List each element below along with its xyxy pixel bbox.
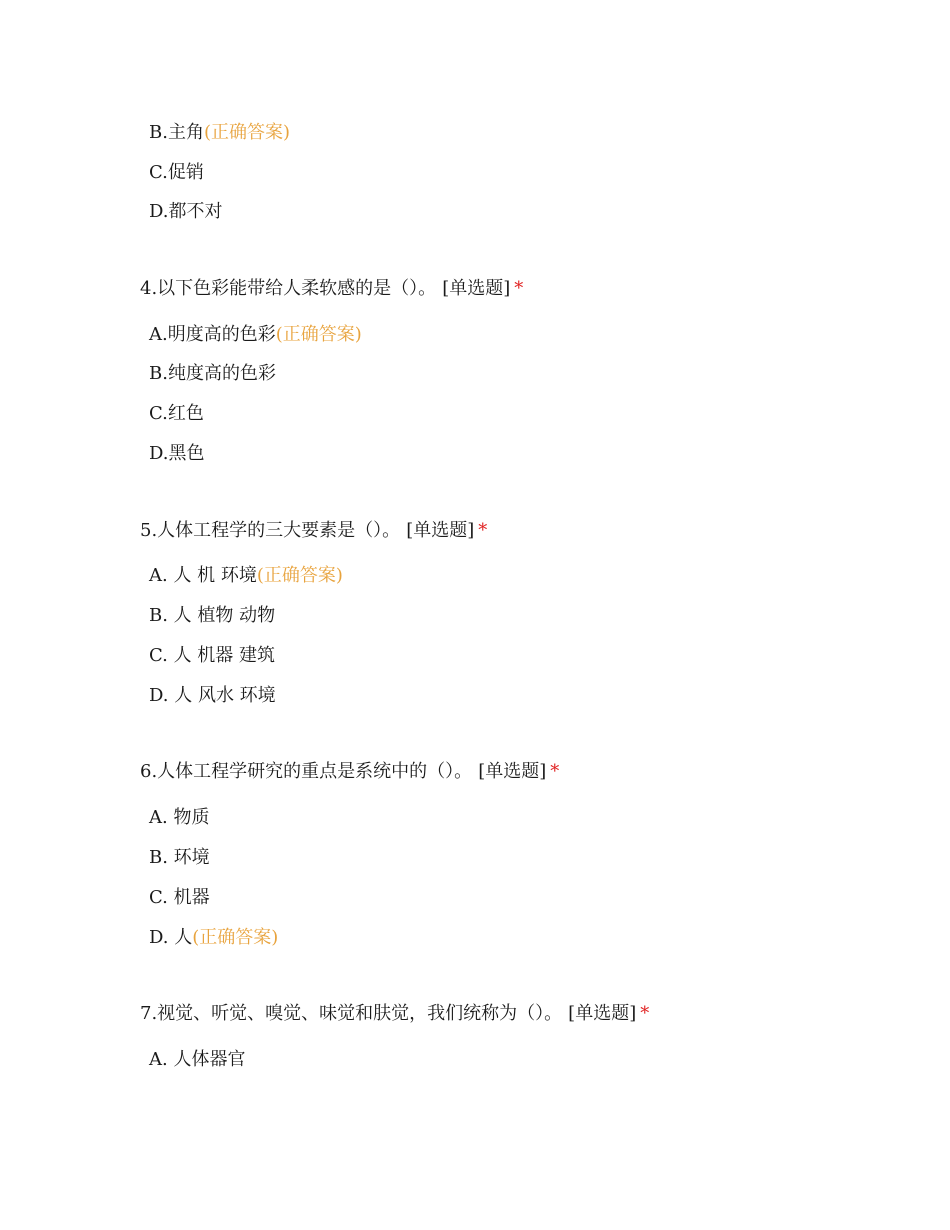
correct-answer-tag: (正确答案)	[192, 927, 279, 948]
question-text: 4.以下色彩能带给人柔软感的是（）。	[140, 278, 437, 299]
option-text: A. 物质	[149, 807, 210, 828]
option-text: C.促销	[149, 162, 204, 183]
required-mark: *	[550, 761, 560, 782]
q6-option-c	[149, 886, 210, 910]
q4-option-d	[149, 442, 205, 466]
q7-option-a	[149, 1048, 245, 1072]
q5-option-b	[149, 604, 275, 628]
q6-option-b	[149, 846, 210, 870]
q4-option-b	[149, 362, 276, 386]
correct-answer-tag: (正确答案)	[203, 122, 290, 143]
option-text: C. 机器	[149, 887, 210, 908]
option-text: C.红色	[149, 403, 204, 424]
option-text: A.明度高的色彩	[149, 324, 276, 345]
option-text: D.都不对	[149, 201, 223, 222]
option-text: B. 人 植物 动物	[149, 605, 276, 626]
option-text: D.黑色	[149, 443, 205, 464]
q4-option-a	[149, 323, 362, 347]
q5-option-d	[149, 684, 276, 708]
option-text: D. 人	[149, 927, 193, 948]
q3-option-b	[149, 121, 290, 145]
q4-title	[140, 277, 523, 301]
option-text: C. 人 机器 建筑	[149, 645, 276, 666]
q6-option-a	[149, 806, 209, 830]
q5-title	[140, 519, 487, 543]
question-text: 5.人体工程学的三大要素是（）。	[140, 520, 401, 541]
q3-option-d	[149, 200, 223, 224]
option-text: D. 人 风水 环境	[149, 685, 276, 706]
q6-title	[140, 760, 559, 784]
q5-option-a	[149, 564, 343, 588]
q5-option-c	[149, 644, 275, 668]
option-text: B.主角	[149, 122, 204, 143]
question-text: 7.视觉、听觉、嗅觉、味觉和肤觉，我们统称为（）。	[140, 1003, 563, 1024]
required-mark: *	[514, 278, 524, 299]
correct-answer-tag: (正确答案)	[275, 324, 362, 345]
option-text: B.纯度高的色彩	[149, 363, 276, 384]
required-mark: *	[478, 520, 488, 541]
question-type: [单选题]	[406, 520, 475, 541]
q4-option-c	[149, 402, 204, 426]
q7-title	[140, 1002, 649, 1026]
correct-answer-tag: (正确答案)	[256, 565, 343, 586]
required-mark: *	[640, 1003, 650, 1024]
question-type: [单选题]	[568, 1003, 637, 1024]
q6-option-d	[149, 926, 278, 950]
q3-option-c	[149, 161, 204, 185]
question-text: 6.人体工程学研究的重点是系统中的（）。	[140, 761, 473, 782]
option-text: A. 人体器官	[149, 1049, 246, 1070]
option-text: A. 人 机 环境	[149, 565, 257, 586]
option-text: B. 环境	[149, 847, 210, 868]
question-type: [单选题]	[478, 761, 547, 782]
question-type: [单选题]	[442, 278, 511, 299]
